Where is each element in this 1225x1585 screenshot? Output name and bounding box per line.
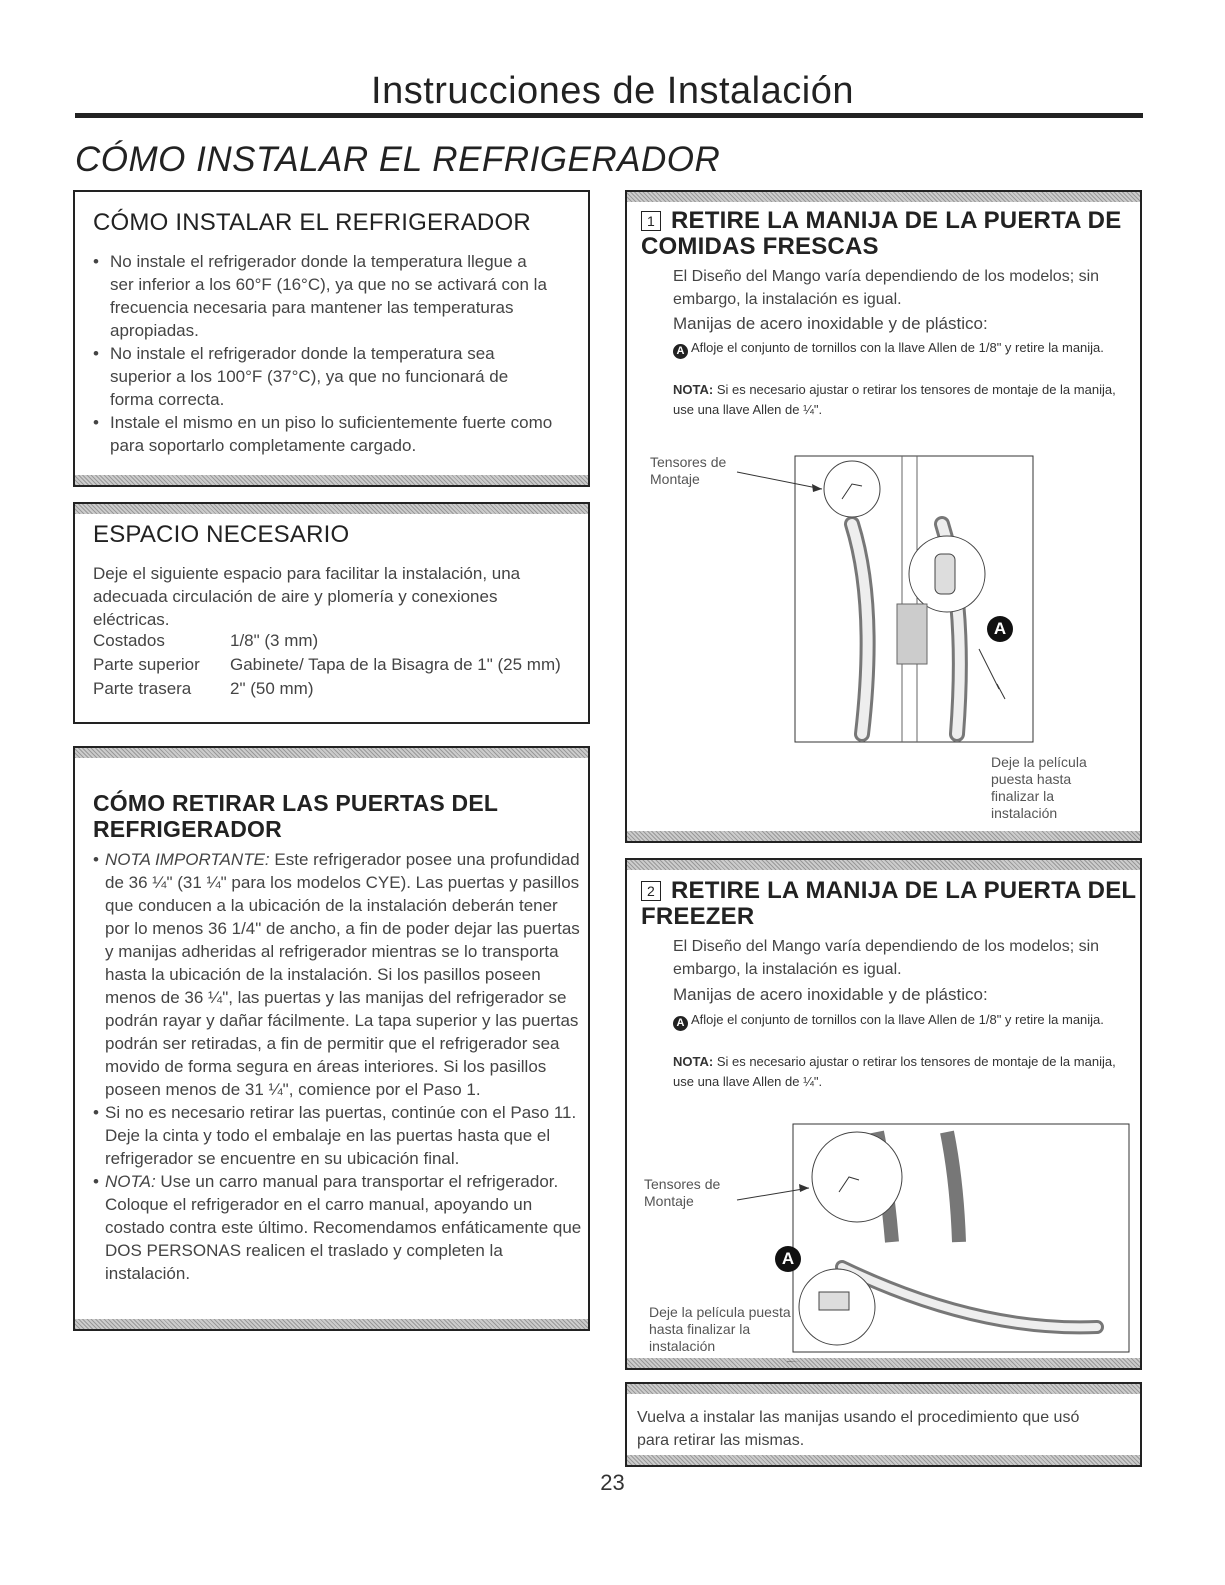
- install-box-title: CÓMO INSTALAR EL REFRIGERADOR: [93, 209, 531, 236]
- box-shade: [627, 1384, 1140, 1394]
- space-box: [73, 502, 590, 724]
- doors-list: [93, 848, 585, 1285]
- space-box-title: ESPACIO NECESARIO: [93, 521, 350, 548]
- list-item: • Si no es necesario retirar las puertas, continúe con el Paso 11. Deje la cinta y todo el embalaje en las puertas hasta que el refrigerador se encuentre en su ubicación final.: [93, 1101, 585, 1170]
- fig-a-marker-icon: A: [987, 616, 1013, 642]
- install-box: [73, 190, 590, 487]
- list-item: • Instale el mismo en un piso lo suficientemente fuerte como para soportarlo completamente cargado.: [85, 411, 555, 457]
- fig-label-pelicula: Deje la película puesta hasta finalizar la instalación: [649, 1304, 791, 1354]
- note-text: Use un carro manual para transportar el refrigerador. Coloque el refrigerador en el carro manual, apoyando un costado contra este último. Recomendamos enfáticamente que DOS PERSONAS realicen el traslado y completen la instalación.: [105, 1172, 582, 1283]
- fig-label-pelicula: Deje la película puesta hasta finalizar la instalación: [991, 754, 1087, 821]
- header-rule: [75, 113, 1143, 118]
- box-shade: [75, 475, 588, 485]
- step1-note: [673, 380, 1123, 420]
- box-shade: [627, 831, 1140, 841]
- a-marker-icon: A: [673, 344, 688, 359]
- doors-box-title: [93, 790, 498, 842]
- note-lead: NOTA:: [105, 1172, 156, 1191]
- section-title: CÓMO INSTALAR EL REFRIGERADOR: [75, 140, 721, 179]
- step1-p2: Manijas de acero inoxidable y de plástico:: [673, 314, 988, 333]
- fig-label-tensores: Tensores de Montaje: [650, 454, 727, 487]
- install-list: [85, 250, 555, 457]
- step2-box: [625, 858, 1142, 1370]
- doors-box: [73, 746, 590, 1331]
- step1-a-instruction: Afloje el conjunto de tornillos con la llave Allen de 1/8" y retire la manija.: [691, 340, 1104, 355]
- list-item: [93, 1170, 585, 1285]
- space-row: [93, 629, 318, 652]
- important-note-text: Este refrigerador posee una profundidad de 36 ¼" (31 ¼" para los modelos CYE). Las puertas y pasillos que conducen a la ubicación de la instalación deberán tener por lo menos 36 1/4" de ancho, a fin de poder dejar las puertas y manijas adheridas al refrigerador mientras se lo transporta hasta la ubicación de la instalación. Si los pasillos poseen menos de 36 ¼", las puertas y las manijas del refrigerador se podrán rayar y dañar fácilmente. La tapa superior y las puertas podrán ser retiradas, a fin de permitir que el refrigerador sea movido de forma segura en áreas interiores. Si los pasillos poseen menos de 31 ¼", comience por el Paso 1.: [105, 850, 580, 1099]
- fresh-food-handle-illustration: [727, 454, 1047, 764]
- space-label: Parte superior: [93, 655, 200, 674]
- box-shade: [75, 1319, 588, 1329]
- step1-title-text: RETIRE LA MANIJA DE LA PUERTA DE COMIDAS FRESCAS: [641, 207, 1122, 260]
- important-note-lead: NOTA IMPORTANTE:: [105, 850, 270, 869]
- page-header-title: Instrucciones de Instalación: [371, 70, 854, 112]
- step1-p1: El Diseño del Mango varía dependiendo de los modelos; sin embargo, la instalación es igual.: [673, 268, 1100, 308]
- step1-box: [625, 190, 1142, 843]
- step2-title-text: RETIRE LA MANIJA DE LA PUERTA DEL FREEZER: [641, 877, 1136, 930]
- reinstall-text: Vuelva a instalar las manijas usando el procedimiento que usó para retirar las mismas.: [637, 1409, 1080, 1449]
- space-label: Parte trasera: [93, 679, 192, 698]
- step2-title: [641, 878, 1139, 930]
- doors-title-line2: REFRIGERADOR: [93, 816, 282, 842]
- box-shade: [627, 192, 1140, 202]
- step1-title: [641, 208, 1131, 260]
- space-value: 2" (50 mm): [230, 679, 314, 698]
- step2-a-text: [673, 1010, 1113, 1031]
- note-lead: NOTA:: [673, 1054, 714, 1069]
- step-number: 1: [641, 211, 661, 231]
- box-shade: [75, 504, 588, 514]
- step2-note: [673, 1052, 1123, 1092]
- space-value: 1/8" (3 mm): [230, 631, 319, 650]
- fig-a-marker-icon: A: [775, 1246, 801, 1272]
- page-number: 23: [600, 1470, 625, 1495]
- space-value: Gabinete/ Tapa de la Bisagra de 1" (25 mm): [230, 655, 561, 674]
- note-lead: NOTA:: [673, 382, 714, 397]
- fig-label-tensores: Tensores de Montaje: [644, 1176, 721, 1209]
- note-text: Si es necesario ajustar o retirar los tensores de montaje de la manija, use una llave Allen de ¼".: [673, 382, 1116, 417]
- box-shade: [627, 1455, 1140, 1465]
- step1-a-text: [673, 338, 1113, 359]
- reinstall-box: [625, 1382, 1142, 1467]
- doors-title-line1: CÓMO RETIRAR LAS PUERTAS DEL: [93, 790, 499, 816]
- space-row: [93, 677, 314, 700]
- list-item: • No instale el refrigerador donde la temperatura llegue a ser inferior a los 60°F (16°C), ya que no se activará con la frecuencia necesaria para mantener las temperaturas apropiadas.: [85, 250, 555, 342]
- space-label: Costados: [93, 631, 165, 650]
- box-shade: [75, 748, 588, 758]
- box-shade: [627, 860, 1140, 870]
- list-item: • No instale el refrigerador donde la temperatura sea superior a los 100°F (37°C), ya que no funcionará de forma correcta.: [85, 342, 555, 411]
- step2-a-instruction: Afloje el conjunto de tornillos con la llave Allen de 1/8" y retire la manija.: [691, 1012, 1104, 1027]
- space-intro: Deje el siguiente espacio para facilitar la instalación, una adecuada circulación de aire y plomería y conexiones eléctricas.: [93, 564, 521, 629]
- space-row: [93, 653, 561, 676]
- step-number: 2: [641, 881, 661, 901]
- note-text: Si es necesario ajustar o retirar los tensores de montaje de la manija, use una llave Allen de ¼".: [673, 1054, 1116, 1089]
- a-marker-icon: A: [673, 1016, 688, 1031]
- list-item: [93, 848, 585, 1101]
- step2-p1: El Diseño del Mango varía dependiendo de los modelos; sin embargo, la instalación es igual.: [673, 938, 1100, 978]
- step2-p2: Manijas de acero inoxidable y de plástico:: [673, 985, 988, 1004]
